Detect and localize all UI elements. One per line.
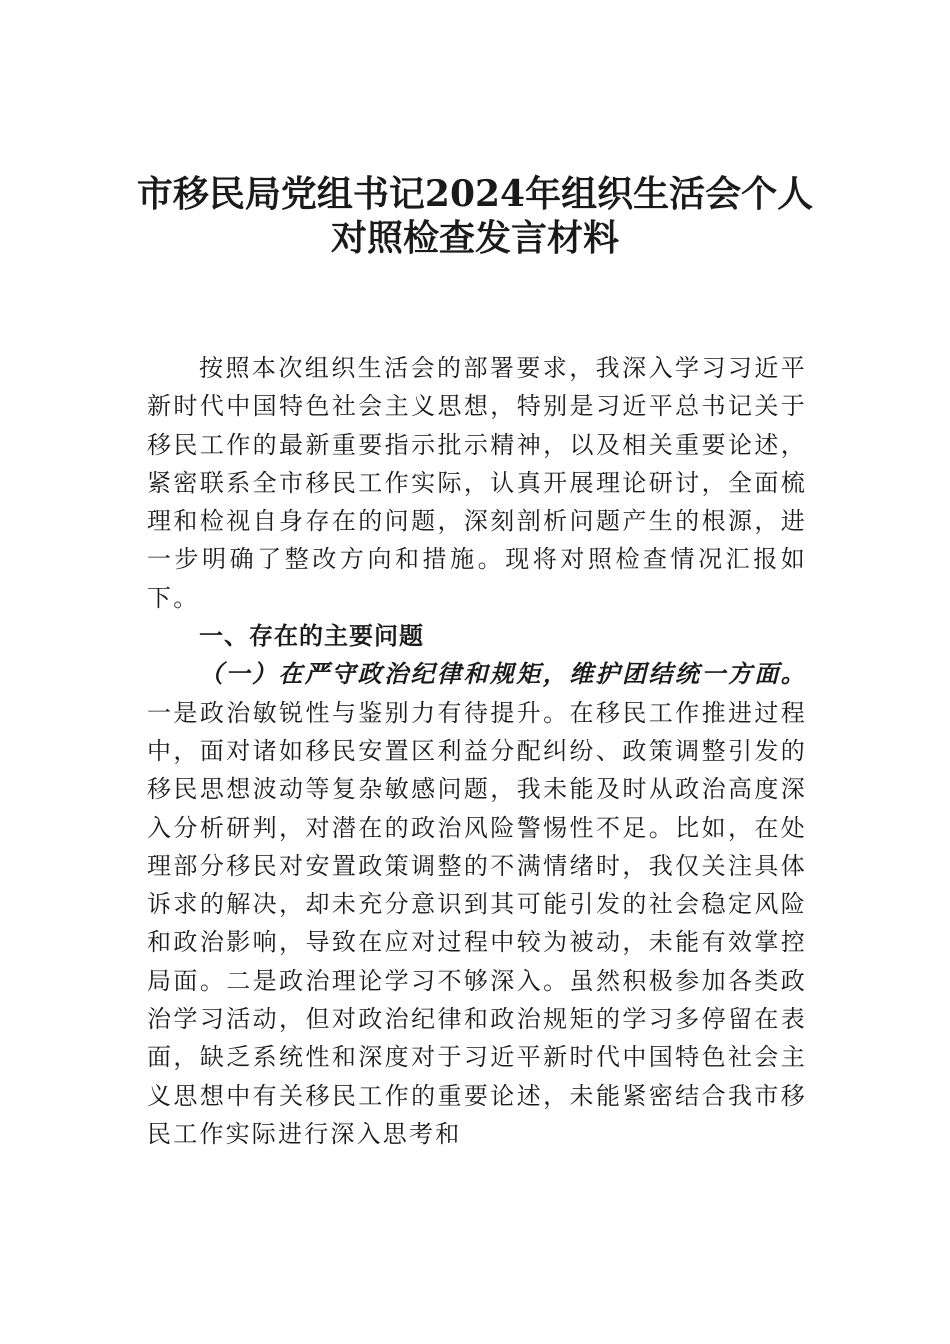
document-title-line-1: 市移民局党组书记2024年组织生活会个人 [136, 173, 814, 215]
section-heading-problems: 一、存在的主要问题 [199, 622, 424, 651]
subsection-body: 一是政治敏锐性与鉴别力有待提升。在移民工作推进过程中，面对诸如移民安置区利益分配纠纷、政策调整引发的移民思想波动等复杂敏感问题，我未能及时从政治高度深入分析研判，对潜在的政治风险警惕性不足。比如，在处理部分移民对安置政策调整的不满情绪时，我仅关注具体诉求的解决，却未充分意识到其可能引发的社会稳定风险和政治影响，导致在应对过程中较为被动，未能有效掌控局面。二是政治理论学习不够深入。虽然积极参加各类政治学习活动，但对政治纪律和政治规矩的学习多停留在表面，缺乏系统性和深度对于习近平新时代中国特色社会主义思想中有关移民工作的重要论述，未能紧密结合我市移民工作实际进行深入思考和 [147, 698, 807, 1148]
intro-paragraph: 按照本次组织生活会的部署要求，我深入学习习近平新时代中国特色社会主义思想，特别是习近平总书记关于移民工作的最新重要指示批示精神，以及相关重要论述，紧密联系全市移民工作实际，认真开展理论研讨，全面梳理和检视自身存在的问题，深刻剖析问题产生的根源，进一步明确了整改方向和措施。现将对照检查情况汇报如下。 [147, 354, 807, 612]
subsection-heading: （一）在严守政治纪律和规矩，维护团结统一方面。 [199, 659, 807, 689]
subsection-paragraph [147, 655, 807, 1153]
document-body [147, 349, 807, 1153]
document-title-line-2: 对照检查发言材料 [330, 217, 619, 259]
